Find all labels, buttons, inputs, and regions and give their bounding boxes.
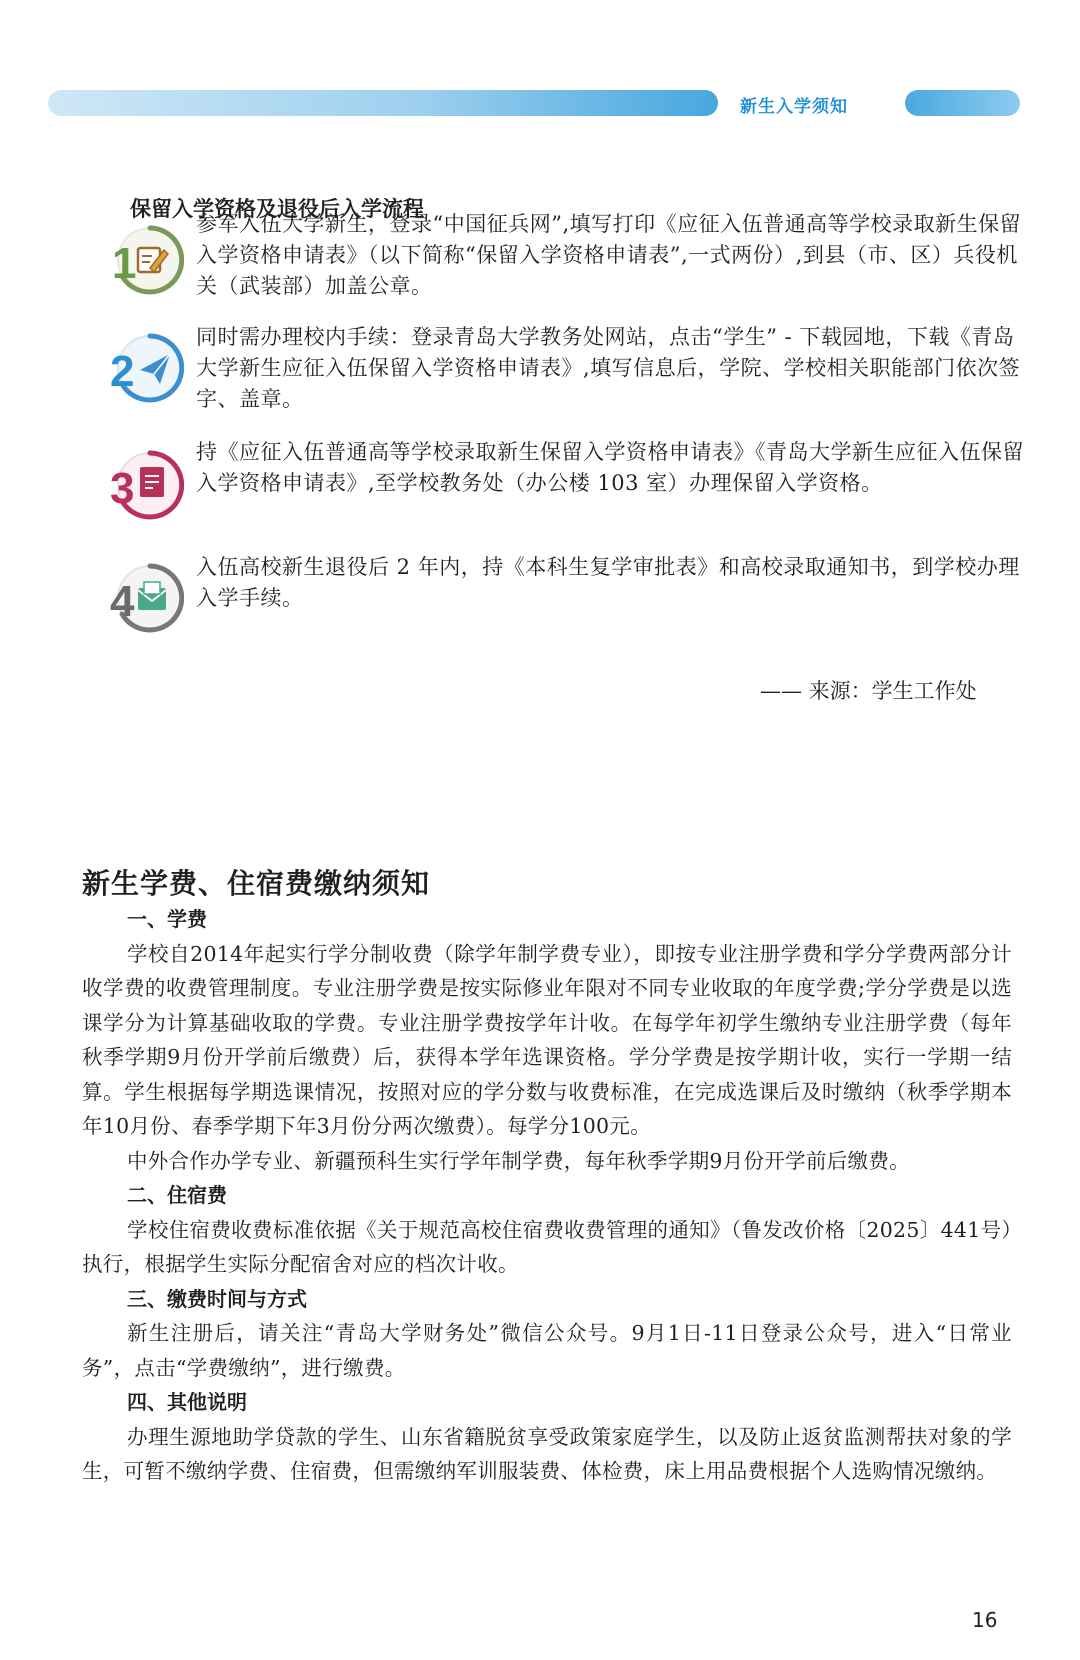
paragraph-payment-method: 新生注册后，请关注“青岛大学财务处”微信公众号。9月1日-11日登录公众号，进入“日常业务”，点击“学费缴纳”，进行缴费。 [82, 1321, 1012, 1380]
step-2-badge [108, 330, 184, 406]
heading-accommodation: 二、住宿费 [127, 1183, 227, 1207]
step-1-number: 1 [112, 239, 137, 288]
step-3-badge [108, 447, 184, 523]
step-2-text: 同时需办理校内手续：登录青岛大学教务处网站，点击“学生” - 下载园地，下载《青岛大学新生应征入伍保留入学资格申请表》,填写信息后，学院、学校相关职能部门依次签字、盖章。 [196, 325, 1021, 411]
step-4-number: 4 [110, 577, 135, 626]
document-icon [140, 467, 164, 497]
heading-tuition: 一、学费 [127, 907, 207, 931]
page-number: 16 [972, 1608, 998, 1632]
step-4-badge [108, 560, 184, 636]
step-3-number: 3 [110, 464, 135, 513]
heading-other: 四、其他说明 [127, 1390, 247, 1414]
step-1-text: 参军入伍大学新生，登录“中国征兵网”,填写打印《应征入伍普通高等学校录取新生保留入学资格申请表》（以下简称“保留入学资格申请表”,一式两份）,到县（市、区）兵役机关（武装部）加盖公章。 [196, 212, 1022, 298]
paragraph-other: 办理生源地助学贷款的学生、山东省籍脱贫享受政策家庭学生，以及防止返贫监测帮扶对象的学生，可暂不缴纳学费、住宿费，但需缴纳军训服装费、体检费，床上用品费根据个人选购情况缴纳。 [82, 1424, 1012, 1483]
section2-title: 新生学费、住宿费缴纳须知 [82, 867, 431, 900]
paragraph-cooperative: 中外合作办学专业、新疆预科生实行学年制学费，每年秋季学期9月份开学前后缴费。 [127, 1148, 910, 1173]
paragraph-tuition: 学校自2014年起实行学分制收费（除学年制学费专业），即按专业注册学费和学分学费两部分计收学费的收费管理制度。专业注册学费是按实际修业年限对不同专业收取的年度学费;学分学费是以选课学分为计算基础收取的学费。专业注册学费按学年计收。在每学年初学生缴纳专业注册学费（每年秋季学期9月份开学前后缴费）后，获得本学年选课资格。学分学费是按学期计收，实行一学期一结算。学生根据每学期选课情况，按照对应的学分数与收费标准，在完成选课后及时缴纳（秋季学期本年10月份、春季学期下年3月份分两次缴费）。每学分100元。 [82, 941, 1012, 1138]
step-3-text: 持《应征入伍普通高等学校录取新生保留入学资格申请表》《青岛大学新生应征入伍保留入学资格申请表》,至学校教务处（办公楼 103 室）办理保留入学资格。 [196, 440, 1024, 495]
fee-notice-body [82, 902, 1012, 1489]
step-2-number: 2 [110, 347, 135, 396]
paragraph-accommodation: 学校住宿费收费标准依据《关于规范高校住宿费收费管理的通知》（鲁发改价格〔2025〕441号）执行，根据学生实际分配宿舍对应的档次计收。 [82, 1217, 1012, 1276]
step-1-badge [108, 222, 184, 298]
step-4-text: 入伍高校新生退役后 2 年内，持《本科生复学审批表》和高校录取通知书，到学校办理入学手续。 [196, 555, 1020, 610]
source-note: —— 来源：学生工作处 [760, 679, 977, 703]
header-bar-left [48, 90, 718, 116]
section1-title: 保留入学资格及退役后入学流程 [130, 197, 424, 221]
header-bar-right [905, 90, 1020, 116]
heading-payment-method: 三、缴费时间与方式 [127, 1286, 307, 1311]
header-title: 新生入学须知 [740, 97, 848, 117]
